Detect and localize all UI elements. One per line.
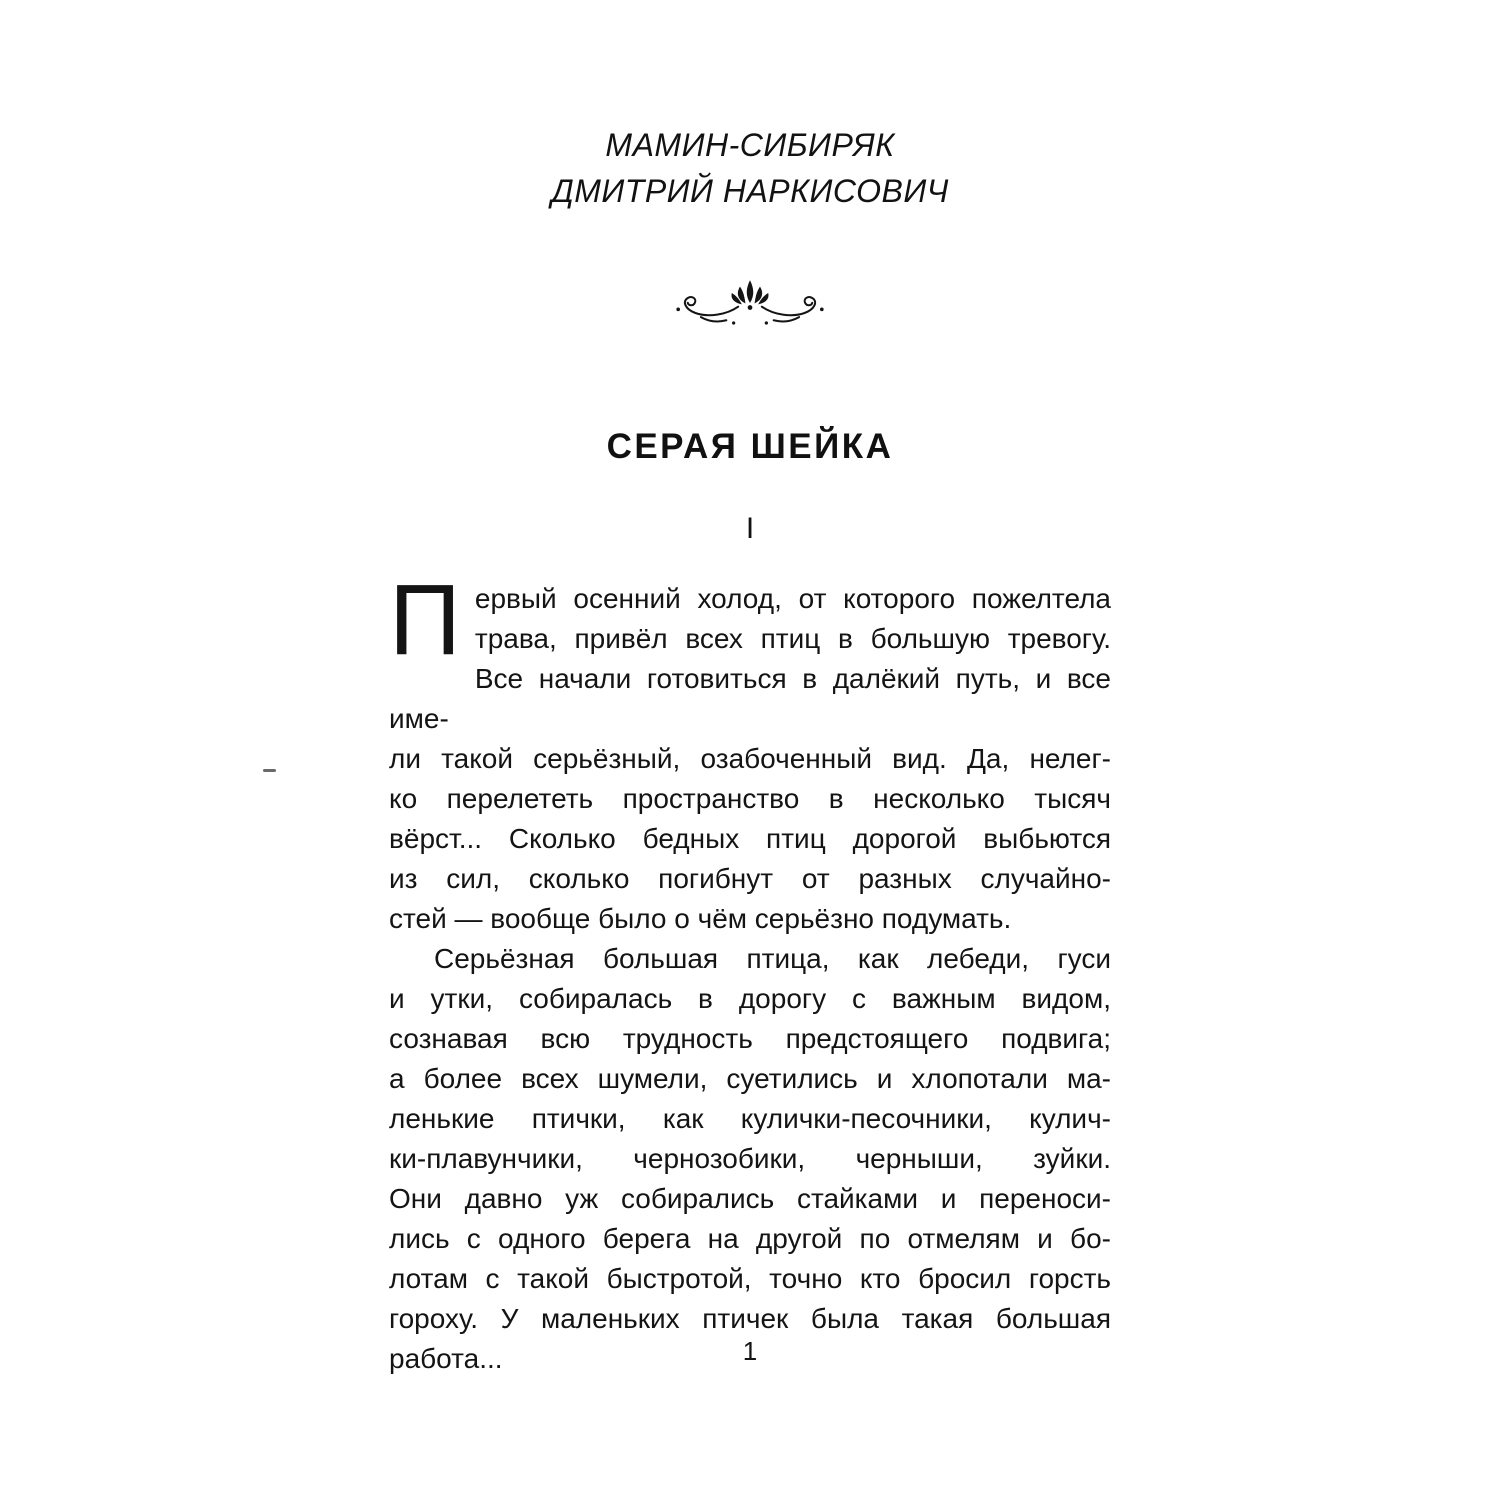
page-content bbox=[389, 0, 1111, 1379]
story-text bbox=[389, 564, 1111, 1379]
text-line: ервый осенний холод, от которого пожелтела bbox=[474, 583, 1111, 614]
floral-flourish-icon bbox=[650, 274, 850, 332]
paragraph-1 bbox=[389, 564, 1111, 939]
text-line: ко перелететь пространство в несколько тысяч bbox=[389, 783, 1111, 814]
text-line: из сил, сколько погибнут от разных случайно- bbox=[389, 863, 1111, 894]
author-given-names: ДМИТРИЙ НАРКИСОВИЧ bbox=[551, 173, 949, 209]
text-line: Они давно уж собирались стайками и переноси- bbox=[389, 1183, 1111, 1214]
text-line: сознавая всю трудность предстоящего подвига; bbox=[389, 1023, 1111, 1054]
text-line: стей — вообще было о чём серьёзно подумать. bbox=[389, 903, 1012, 934]
drop-cap: П bbox=[389, 564, 461, 676]
paragraph-1-lines bbox=[389, 564, 1111, 939]
text-line: Серьёзная большая птица, как лебеди, гуси bbox=[434, 943, 1111, 974]
paragraph-2-lines bbox=[389, 939, 1111, 1379]
page-number: 1 bbox=[742, 1336, 758, 1366]
text-line: и утки, собиралась в дорогу с важным видом, bbox=[389, 983, 1111, 1014]
text-line: ленькие птички, как кулички-песочники, кулич- bbox=[389, 1103, 1111, 1134]
stray-mark bbox=[263, 769, 276, 772]
text-line: лись с одного берега на другой по отмелям и бо- bbox=[389, 1223, 1111, 1254]
author-surname: МАМИН-СИБИРЯК bbox=[605, 127, 895, 163]
author-name bbox=[389, 122, 1111, 214]
text-line: Все начали готовиться в далёкий путь, и все име- bbox=[389, 663, 1111, 734]
ornament bbox=[389, 274, 1111, 337]
text-line: лотам с такой быстротой, точно кто бросил горсть bbox=[389, 1263, 1111, 1294]
text-line: вёрст... Сколько бедных птиц дорогой выбьются bbox=[389, 823, 1111, 854]
text-line: трава, привёл всех птиц в большую тревогу. bbox=[474, 623, 1111, 654]
text-line: ки-плавунчики, чернозобики, черныши, зуйки. bbox=[389, 1143, 1111, 1174]
text-line: работа... bbox=[389, 1343, 503, 1374]
text-line: гороху. У маленьких птичек была такая большая bbox=[389, 1303, 1111, 1334]
chapter-number: I bbox=[745, 512, 755, 545]
paragraph-2 bbox=[389, 939, 1111, 1379]
text-line: ли такой серьёзный, озабоченный вид. Да, нелег- bbox=[389, 743, 1111, 774]
text-line: а более всех шумели, суетились и хлопотали ма- bbox=[389, 1063, 1111, 1094]
story-title: СЕРАЯ ШЕЙКА bbox=[606, 427, 894, 466]
